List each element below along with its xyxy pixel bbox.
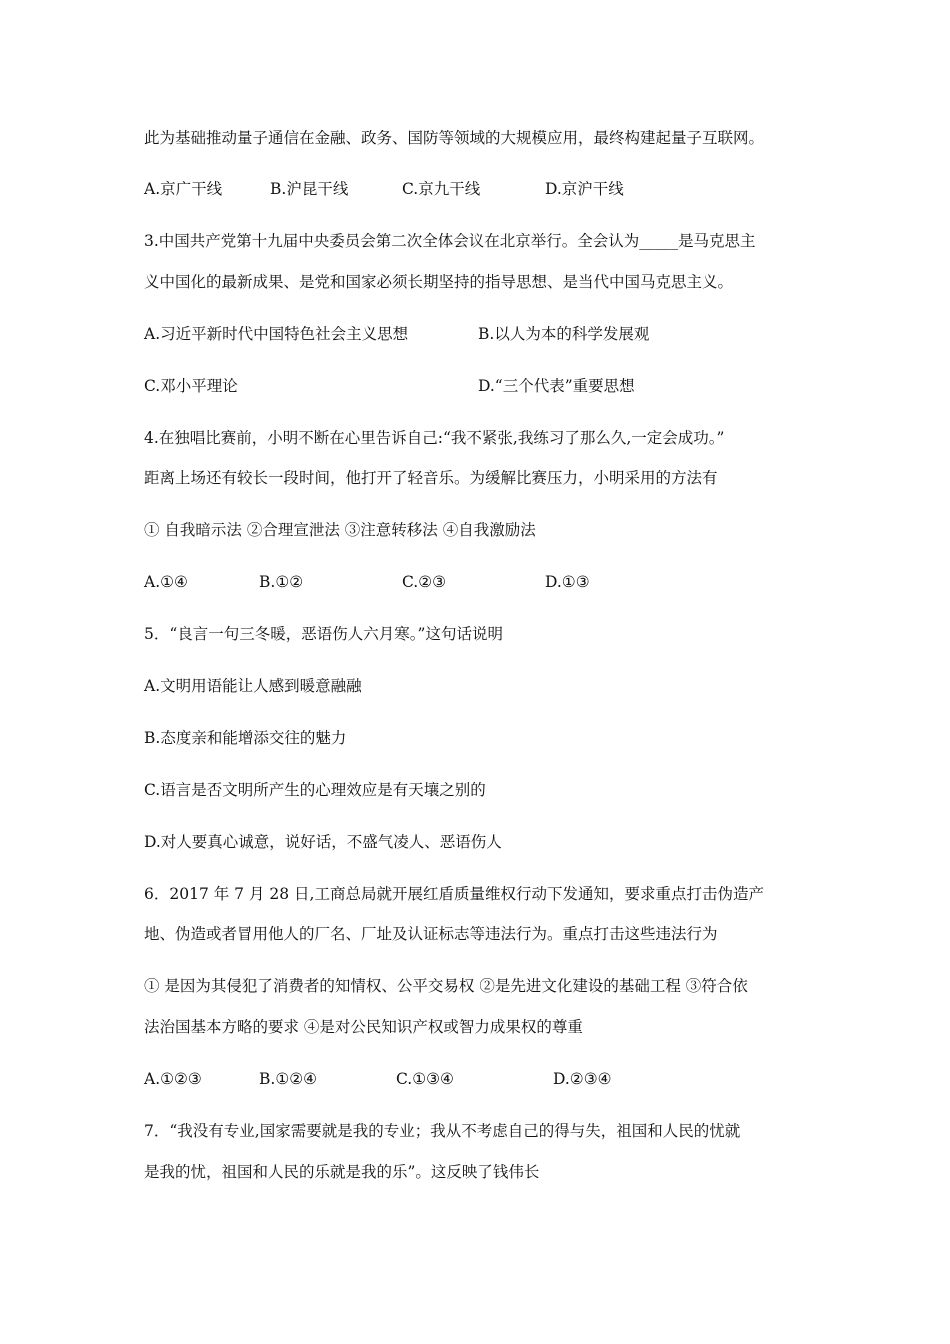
q2-option-c: C.京九干线 bbox=[402, 180, 481, 198]
q2-stem-tail: 此为基础推动量子通信在金融、政务、国防等领域的大规模应用，最终构建起量子互联网。 bbox=[144, 129, 765, 147]
q5-stem: 5．“良言一句三冬暖，恶语伤人六月寒。”这句话说明 bbox=[144, 625, 503, 643]
q7-stem-line1: 7．“我没有专业,国家需要就是我的专业；我从不考虑自己的得与失，祖国和人民的忧就 bbox=[144, 1122, 741, 1140]
q4-items: ① 自我暗示法 ②合理宣泄法 ③注意转移法 ④自我激励法 bbox=[144, 521, 536, 539]
q3-stem-line1: 3.中国共产党第十九届中央委员会第二次全体会议在北京举行。全会认为_____是马克思主 bbox=[144, 232, 756, 250]
q6-stem-line1: 6．2017 年 7 月 28 日,工商总局就开展红盾质量维权行动下发通知，要求重点打击伪造产 bbox=[144, 885, 764, 903]
q4-stem-line1: 4.在独唱比赛前，小明不断在心里告诉自己:“我不紧张,我练习了那么久,一定会成功。” bbox=[144, 429, 725, 447]
q4-option-b: B.①② bbox=[259, 573, 304, 591]
q6-option-d: D.②③④ bbox=[553, 1070, 612, 1088]
q5-option-d: D.对人要真心诚意，说好话，不盛气凌人、恶语伤人 bbox=[144, 833, 502, 851]
q7-stem-line2: 是我的忧，祖国和人民的乐就是我的乐”。这反映了钱伟长 bbox=[144, 1163, 540, 1181]
q2-option-d: D.京沪干线 bbox=[545, 180, 624, 198]
q3-option-a: A.习近平新时代中国特色社会主义思想 bbox=[144, 325, 409, 343]
q6-option-a: A.①②③ bbox=[144, 1070, 202, 1088]
q6-items-line1: ① 是因为其侵犯了消费者的知情权、公平交易权 ②是先进文化建设的基础工程 ③符合依 bbox=[144, 977, 748, 995]
q2-option-b: B.沪昆干线 bbox=[270, 180, 349, 198]
q4-option-c: C.②③ bbox=[402, 573, 447, 591]
q6-option-c: C.①③④ bbox=[396, 1070, 454, 1088]
q6-items-line2: 法治国基本方略的要求 ④是对公民知识产权或智力成果权的尊重 bbox=[144, 1018, 583, 1036]
q3-option-c: C.邓小平理论 bbox=[144, 377, 238, 395]
q5-option-a: A.文明用语能让人感到暖意融融 bbox=[144, 677, 362, 695]
q5-option-c: C.语言是否文明所产生的心理效应是有天壤之别的 bbox=[144, 781, 486, 799]
q6-stem-line2: 地、伪造或者冒用他人的厂名、厂址及认证标志等违法行为。重点打击这些违法行为 bbox=[144, 925, 718, 943]
q4-option-d: D.①③ bbox=[545, 573, 590, 591]
q3-option-b: B.以人为本的科学发展观 bbox=[478, 325, 650, 343]
q3-option-d: D.“三个代表”重要思想 bbox=[478, 377, 635, 395]
q6-option-b: B.①②④ bbox=[259, 1070, 318, 1088]
q5-option-b: B.态度亲和能增添交往的魅力 bbox=[144, 729, 347, 747]
q4-option-a: A.①④ bbox=[144, 573, 188, 591]
q4-stem-line2: 距离上场还有较长一段时间，他打开了轻音乐。为缓解比赛压力，小明采用的方法有 bbox=[144, 469, 718, 487]
q2-option-a: A.京广干线 bbox=[144, 180, 223, 198]
q3-stem-line2: 义中国化的最新成果、是党和国家必须长期坚持的指导思想、是当代中国马克思主义。 bbox=[144, 273, 734, 291]
